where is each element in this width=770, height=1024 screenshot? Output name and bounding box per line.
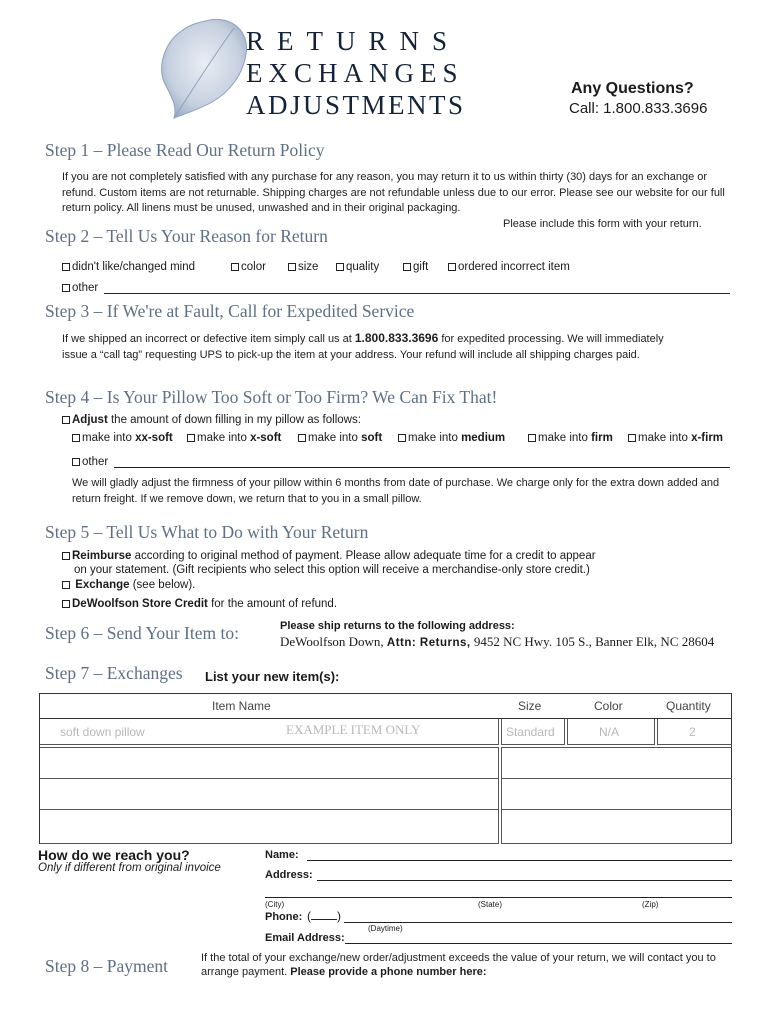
checkbox[interactable] xyxy=(72,434,80,442)
step4-text: We will gladly adjust the firmness of your pillow within 6 months from date of purchase. We charge only for the extra down added and return freight. If we remove down, we return that to you in a small pillow. xyxy=(72,477,720,505)
step7-heading: Step 7 – Exchanges xyxy=(45,663,183,683)
phone-area-code[interactable]: ( ) xyxy=(307,909,341,923)
step1-heading: Step 1 – Please Read Our Return Policy xyxy=(45,140,325,160)
reason-option-size[interactable]: size xyxy=(288,261,318,273)
example-item-tag: EXAMPLE ITEM ONLY xyxy=(286,722,421,737)
questions-call[interactable]: Call: 1.800.833.3696 xyxy=(569,100,708,117)
checkbox[interactable] xyxy=(187,434,195,442)
example-qty: 2 xyxy=(689,725,696,739)
checkbox[interactable] xyxy=(231,263,239,271)
checkbox[interactable] xyxy=(62,416,70,424)
reason-option-other[interactable]: other xyxy=(62,282,98,294)
firmness-firm[interactable]: make into firm xyxy=(528,432,613,444)
logo xyxy=(150,14,510,124)
example-color: N/A xyxy=(599,725,620,739)
step1-include-note: Please include this form with your return. xyxy=(503,218,702,230)
checkbox[interactable] xyxy=(298,434,306,442)
checkbox[interactable] xyxy=(448,263,456,271)
reason-option-color[interactable]: color xyxy=(231,261,266,273)
firmness-x-soft[interactable]: make into x-soft xyxy=(187,432,281,444)
checkbox[interactable] xyxy=(403,263,411,271)
step5-heading: Step 5 – Tell Us What to Do with Your Return xyxy=(45,522,369,542)
questions-title: Any Questions? xyxy=(571,80,694,97)
col-size: Size xyxy=(518,699,542,713)
step3-text: If we shipped an incorrect or defective item simply call us at 1.800.833.3696 for expedited processing. We will immediately issue a “call tag” requesting UPS to pick-up the item at your address. Your refund will include all shipping charges paid. xyxy=(62,331,664,361)
email-label: Email Address: xyxy=(265,932,345,944)
exchange-table xyxy=(39,693,732,844)
reason-option-incorrect-item[interactable]: ordered incorrect item xyxy=(448,261,570,273)
checkbox[interactable] xyxy=(62,263,70,271)
example-size: Standard xyxy=(506,725,555,739)
reason-option-gift[interactable]: gift xyxy=(403,261,428,273)
table-row[interactable] xyxy=(40,809,731,843)
phone-field[interactable] xyxy=(344,922,732,923)
step1-policy-text: If you are not completely satisfied with any purchase for any reason, you may return it to us within thirty (30) days for an exchange or refund. Custom items are not returnable. Shipping charges are not refundable unless due to our error. Please see our website for our full return policy. All linens must be unused, unwashed and in their original packaging. xyxy=(62,171,725,215)
zip-caption: (Zip) xyxy=(642,900,659,909)
logo-line-returns: RETURNS xyxy=(246,26,461,56)
daytime-caption: (Daytime) xyxy=(368,924,403,933)
ship-address: DeWoolfson Down, Attn: Returns, 9452 NC Hwy. 105 S., Banner Elk, NC 28604 xyxy=(280,634,715,649)
table-row[interactable] xyxy=(40,777,731,809)
state-caption: (State) xyxy=(478,900,503,909)
city-caption: (City) xyxy=(265,900,285,909)
name-field[interactable] xyxy=(307,860,732,861)
logo-line-exchanges: EXCHANGES xyxy=(246,58,464,88)
checkbox[interactable] xyxy=(62,552,70,560)
step8-heading: Step 8 – Payment xyxy=(45,956,168,976)
checkbox[interactable] xyxy=(62,284,70,292)
checkbox[interactable] xyxy=(336,263,344,271)
col-color: Color xyxy=(594,699,623,713)
contact-title: How do we reach you? xyxy=(38,847,190,863)
reason-option-changed-mind[interactable]: didn't like/changed mind xyxy=(62,261,195,273)
table-row[interactable] xyxy=(40,747,731,777)
reason-option-quality[interactable]: quality xyxy=(336,261,379,273)
reimburse-continued: on your statement. (Gift recipients who select this option will receive a merchandise-only store credit.) xyxy=(74,564,590,576)
col-item-name: Item Name xyxy=(212,699,271,713)
step4-heading: Step 4 – Is Your Pillow Too Soft or Too Firm? We Can Fix That! xyxy=(45,387,498,407)
step6-heading: Step 6 – Send Your Item to: xyxy=(45,623,239,643)
checkbox[interactable] xyxy=(62,600,70,608)
checkbox[interactable] xyxy=(628,434,636,442)
email-field[interactable] xyxy=(345,943,732,944)
firmness-x-firm[interactable]: make into x-firm xyxy=(628,432,723,444)
reason-other-line[interactable] xyxy=(104,293,730,294)
address-line-2[interactable] xyxy=(265,897,732,898)
step8-text: If the total of your exchange/new order/adjustment exceeds the value of your return, we will contact you to arrange payment. Please provide a phone number here: xyxy=(201,952,716,978)
address-label: Address: xyxy=(265,869,313,881)
step3-phone[interactable]: 1.800.833.3696 xyxy=(354,331,439,345)
firmness-xx-soft[interactable]: make into xx-soft xyxy=(72,432,173,444)
firmness-medium[interactable]: make into medium xyxy=(398,432,505,444)
feather-logo-icon xyxy=(150,14,260,122)
phone-label: Phone: xyxy=(265,911,303,923)
list-items-label: List your new item(s): xyxy=(205,669,340,684)
step2-heading: Step 2 – Tell Us Your Reason for Return xyxy=(45,226,328,246)
checkbox[interactable] xyxy=(62,581,70,589)
address-field[interactable] xyxy=(317,880,732,881)
firmness-soft[interactable]: make into soft xyxy=(298,432,382,444)
firmness-other-line[interactable] xyxy=(114,467,730,468)
checkbox[interactable] xyxy=(288,263,296,271)
firmness-other[interactable]: other xyxy=(72,456,108,468)
exchange-option[interactable]: Exchange (see below). xyxy=(62,579,195,591)
checkbox[interactable] xyxy=(72,458,80,466)
step3-heading: Step 3 – If We're at Fault, Call for Expedited Service xyxy=(45,301,415,321)
ship-label: Please ship returns to the following address: xyxy=(280,620,515,632)
checkbox[interactable] xyxy=(398,434,406,442)
example-item-name: soft down pillow xyxy=(60,725,145,739)
contact-subtitle: Only if different from original invoice xyxy=(38,862,221,874)
table-row xyxy=(40,719,731,744)
name-label: Name: xyxy=(265,849,299,861)
logo-line-adjustments: ADJUSTMENTS xyxy=(246,90,466,120)
col-quantity: Quantity xyxy=(666,699,711,713)
adjust-option[interactable]: Adjust the amount of down filling in my pillow as follows: xyxy=(62,414,361,426)
reimburse-option[interactable]: Reimburse according to original method of payment. Please allow adequate time for a credit to appear xyxy=(62,550,596,562)
checkbox[interactable] xyxy=(528,434,536,442)
store-credit-option[interactable]: DeWoolfson Store Credit for the amount of refund. xyxy=(62,598,337,610)
